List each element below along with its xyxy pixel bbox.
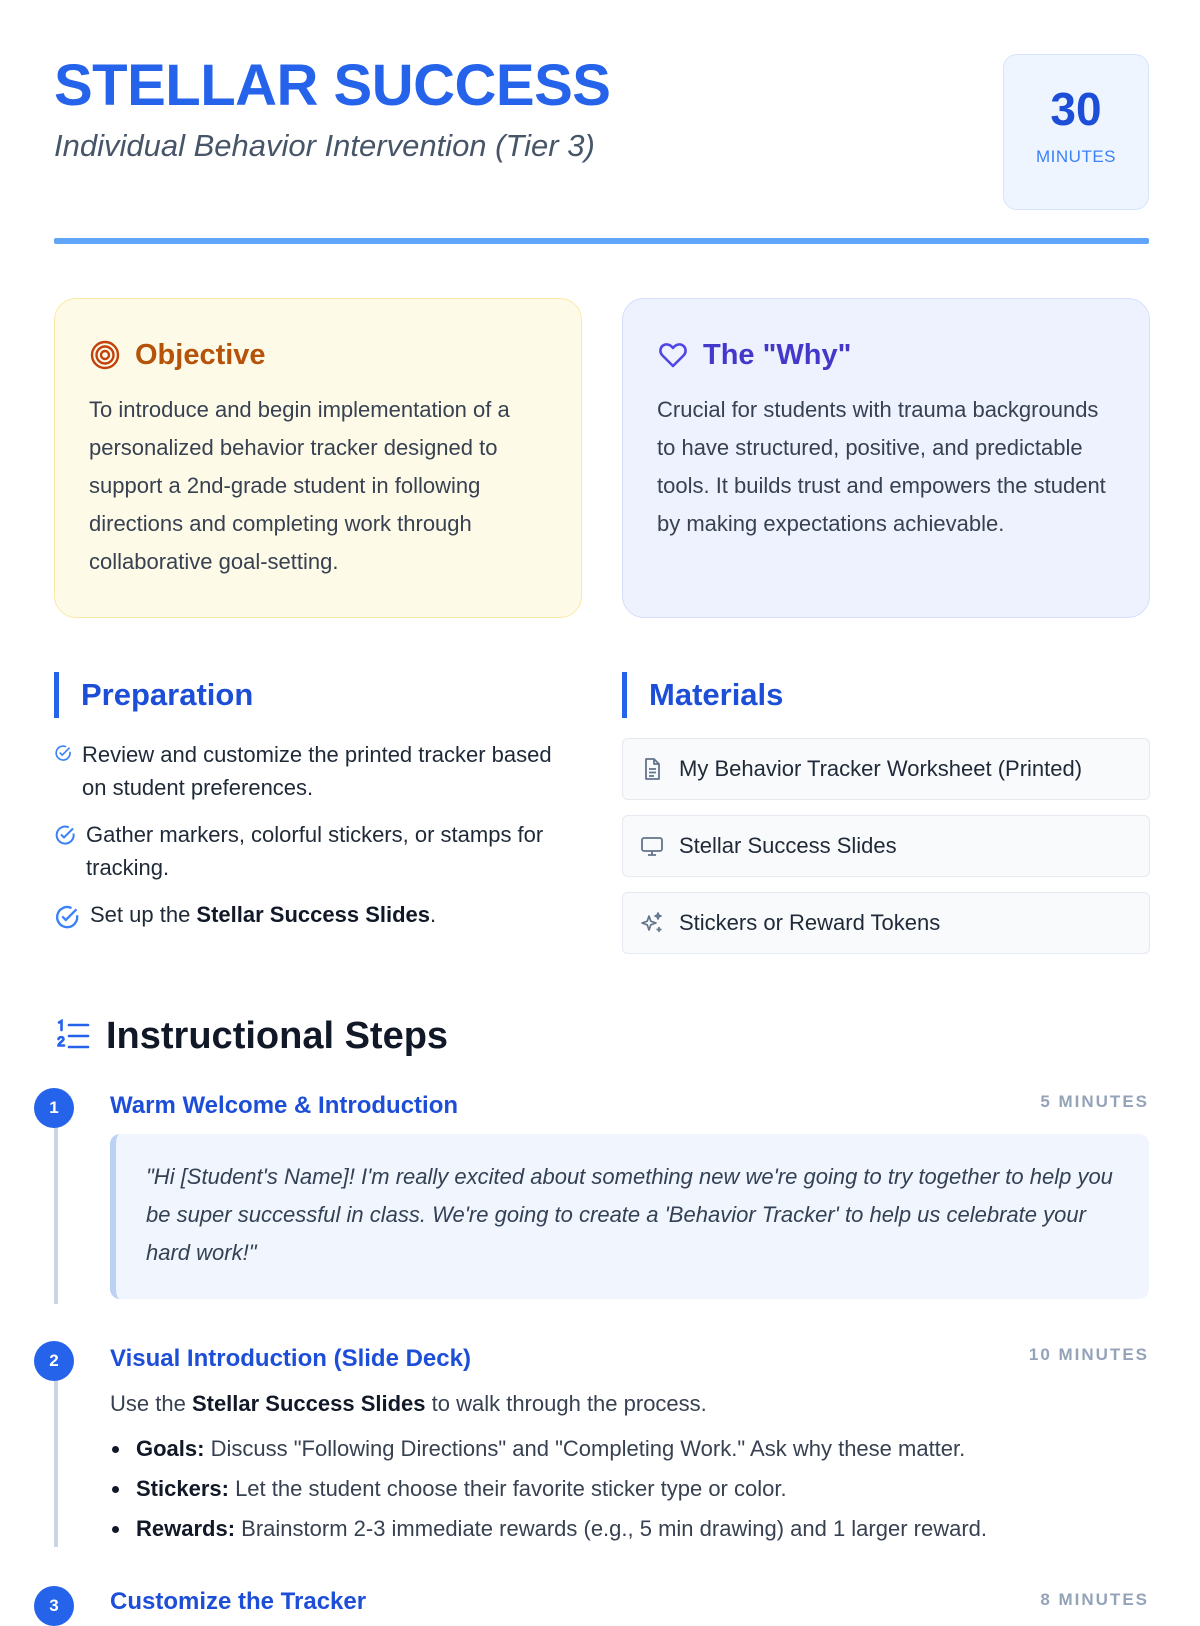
step-bullet: Goals: Discuss "Following Directions" and "Completing Work." Ask why these matter. (110, 1429, 1149, 1469)
why-text: Crucial for students with trauma backgrounds to have structured, positive, and predictable tools. It builds trust and empowers the student by making expectations achievable. (657, 397, 1106, 536)
target-icon (89, 339, 121, 371)
document-icon (639, 756, 665, 782)
material-item (622, 892, 1150, 954)
header (54, 52, 1149, 242)
preparation-item (54, 818, 582, 884)
sparkles-icon (639, 910, 665, 936)
slides-link-text: Stellar Success Slides (191, 1391, 426, 1416)
material-item (622, 738, 1150, 800)
step-bullet: Rewards: Brainstorm 2-3 immediate rewards (e.g., 5 min drawing) and 1 larger reward. (110, 1509, 1149, 1549)
preparation-section (54, 672, 582, 945)
material-label: Stickers or Reward Tokens (679, 910, 941, 935)
step-title: Visual Introduction (Slide Deck) (110, 1345, 471, 1372)
objective-title: Objective (135, 338, 266, 371)
page-subtitle: Individual Behavior Intervention (Tier 3) (54, 128, 595, 163)
objective-card (54, 298, 582, 618)
instructional-steps-title: Instructional Steps (106, 1014, 449, 1057)
numbered-list-icon (54, 1017, 92, 1055)
step-duration: 10 MINUTES (1028, 1345, 1149, 1364)
header-divider (54, 238, 1149, 244)
preparation-item-text: Gather markers, colorful stickers, or stamps for tracking. (86, 822, 544, 880)
step-title: Warm Welcome & Introduction (110, 1092, 459, 1119)
heart-icon (657, 339, 689, 371)
step-duration: 5 MINUTES (1040, 1092, 1149, 1111)
step-duration: 8 MINUTES (1040, 1590, 1149, 1609)
why-title: The "Why" (703, 338, 852, 371)
step-number: 3 (34, 1586, 74, 1626)
duration-unit: MINUTES (1036, 147, 1116, 166)
step-title: Customize the Tracker (110, 1588, 367, 1615)
duration-badge (1003, 54, 1149, 210)
preparation-item-text: Set up the Stellar Success Slides. (90, 902, 437, 927)
step-number: 1 (34, 1088, 74, 1128)
step-bullet: Stickers: Let the student choose their favorite sticker type or color. (110, 1469, 1149, 1509)
material-item (622, 815, 1150, 877)
step-description: Use the Stellar Success Slides to walk through the process. (110, 1391, 707, 1416)
preparation-item-text: Review and customize the printed tracker based on student preferences. (82, 742, 552, 800)
materials-list (622, 738, 1150, 954)
why-card (622, 298, 1150, 618)
materials-section (622, 672, 1150, 969)
step-number: 2 (34, 1341, 74, 1381)
preparation-item (54, 898, 582, 931)
preparation-item (54, 738, 582, 804)
materials-heading: Materials (622, 672, 1150, 718)
material-label: Stellar Success Slides (679, 833, 897, 858)
script-quote: "Hi [Student's Name]! I'm really excited about something new we're going to try together to help you be super successful in class. We're going to create a 'Behavior Tracker' to help us celebrate your hard work!" (110, 1134, 1149, 1299)
preparation-list (54, 738, 582, 931)
check-circle-icon (54, 824, 76, 884)
monitor-icon (639, 833, 665, 859)
check-circle-icon (54, 744, 72, 804)
duration-value: 30 (1050, 83, 1102, 135)
page-title: STELLAR SUCCESS (54, 53, 611, 118)
slides-link-text: Stellar Success Slides (196, 902, 430, 927)
instructional-steps-heading (54, 1012, 448, 1060)
check-circle-icon (54, 904, 80, 931)
material-label: My Behavior Tracker Worksheet (Printed) (679, 756, 1083, 781)
objective-text: To introduce and begin implementation of a personalized behavior tracker designed to support a 2nd-grade student in following directions and completing work through collaborative goal-setting. (89, 397, 510, 574)
lesson-plan-page (49, 0, 1149, 1615)
step-bullet-list (110, 1429, 1149, 1549)
preparation-heading: Preparation (54, 672, 582, 718)
